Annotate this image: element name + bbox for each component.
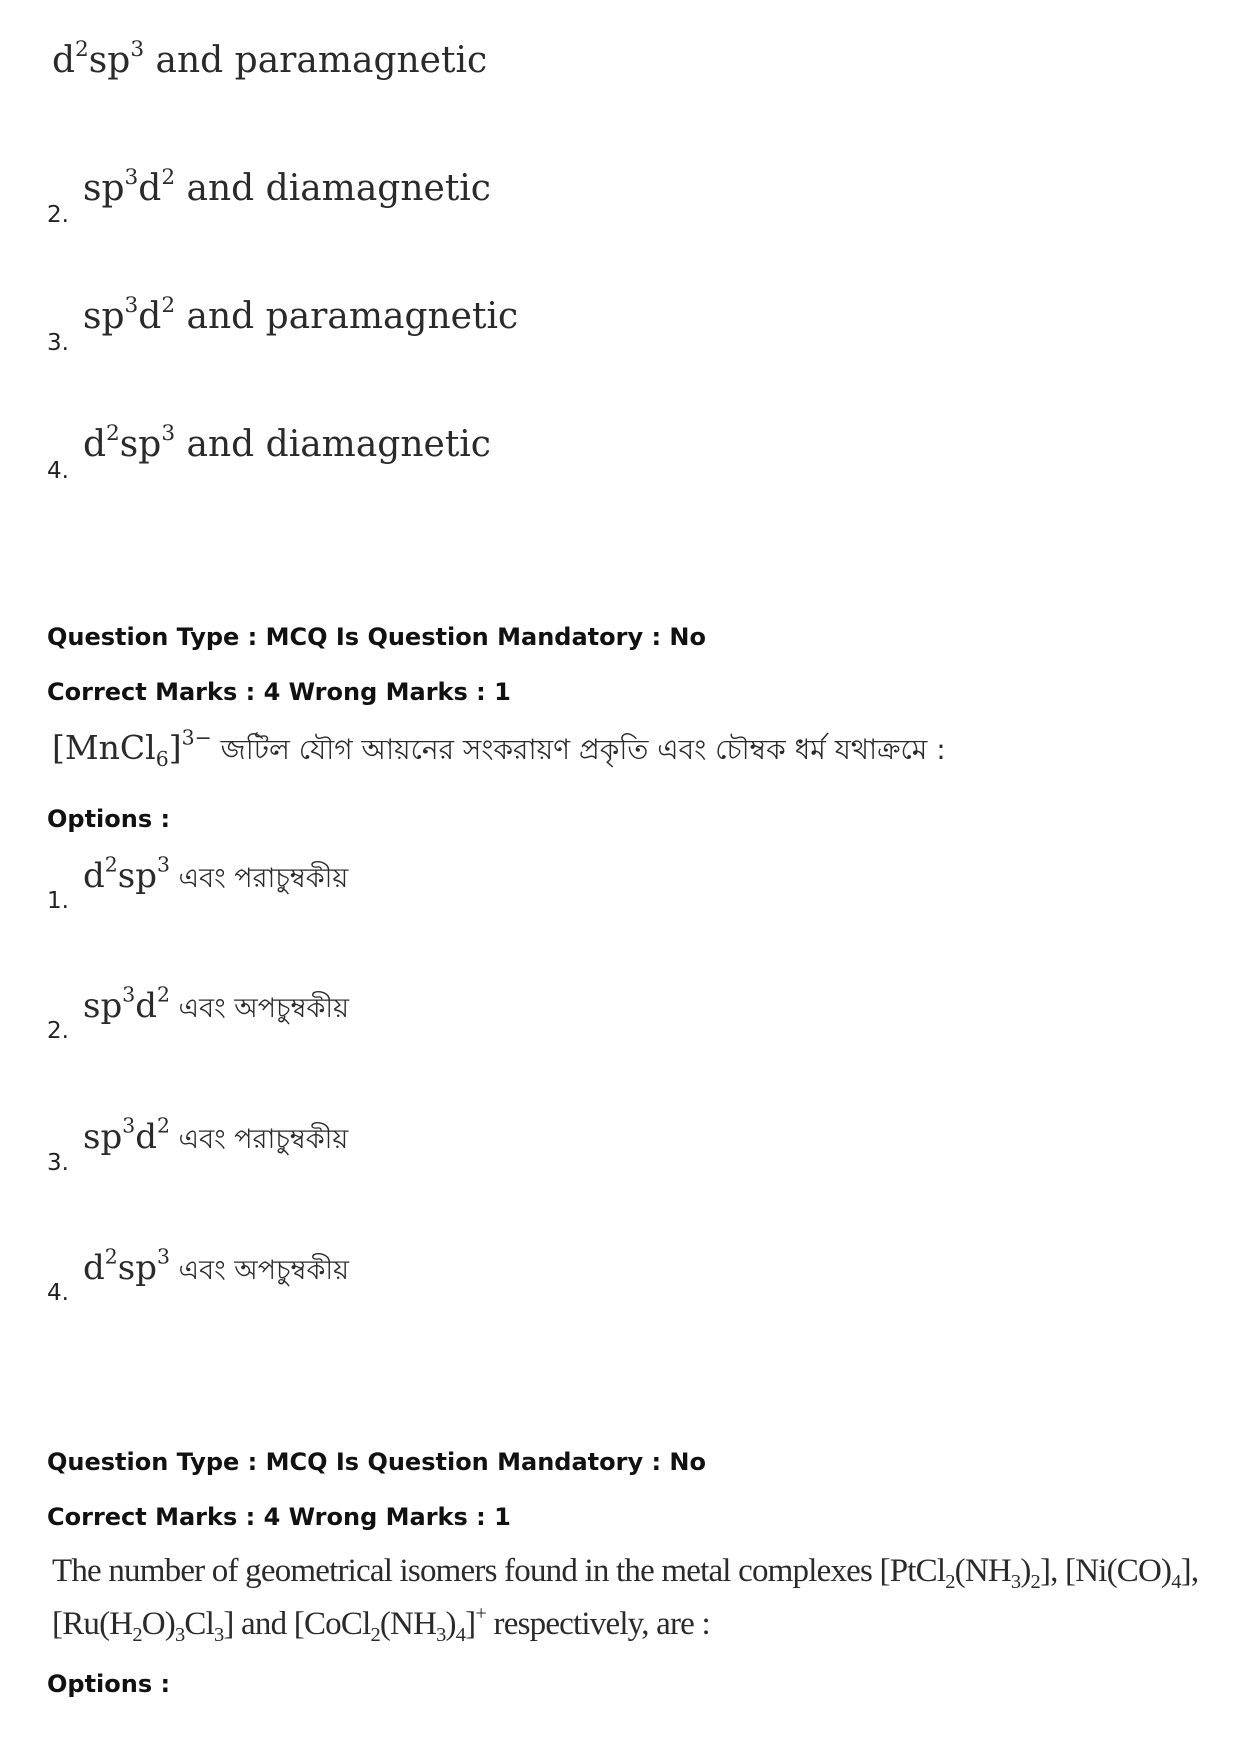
prev-option-4-number: 4. (47, 458, 69, 484)
prev-option-3-number: 3. (47, 330, 69, 356)
prev-option-3: $sp^3d^2$ and paramagnetic (83, 292, 519, 337)
question-text-2-line-1: The number of geometrical isomers found in the metal complexes $[PtCl_2(NH_3)_2]$, $[Ni(CO)_4]$, (52, 1553, 1199, 1594)
question-text-2-line-2: $[Ru(H_2O)_3Cl_3]$ and $[CoCl_2(NH_3)_4]^+$ respectively, are : (52, 1602, 710, 1647)
prev-option-2: $sp^3d^2$ and diamagnetic (83, 164, 491, 209)
option-2-number: 2. (47, 1018, 69, 1044)
option-4-number: 4. (47, 1280, 69, 1306)
options-label-2: Options : (47, 1670, 171, 1698)
marks-line-2: Correct Marks : 4 Wrong Marks : 1 (47, 1503, 511, 1531)
question-type-line: Question Type : MCQ Is Question Mandatory : No (47, 623, 706, 651)
question-text: [MnCl$_6$]$^{3-}$ জটিল যৌগ আয়নের সংকরায়ণ প্রকৃতি এবং চৌম্বক ধর্ম যথাক্রমে : (52, 725, 946, 772)
marks-line: Correct Marks : 4 Wrong Marks : 1 (47, 678, 511, 706)
prev-option-2-number: 2. (47, 202, 69, 228)
prev-option-4: $d^2sp^3$ and diamagnetic (83, 420, 491, 465)
option-2[interactable]: $sp^3d^2$ এবং অপচুম্বকীয় (83, 982, 350, 1026)
option-3-number: 3. (47, 1150, 69, 1176)
option-1[interactable]: $d^2sp^3$ এবং পরাচুম্বকীয় (83, 852, 349, 896)
options-label: Options : (47, 805, 171, 833)
option-4[interactable]: $d^2sp^3$ এবং অপচুম্বকীয় (83, 1244, 350, 1288)
question-type-line-2: Question Type : MCQ Is Question Mandatory : No (47, 1448, 706, 1476)
prev-option-1: $d^2sp^3$ and paramagnetic (52, 36, 488, 81)
option-3[interactable]: $sp^3d^2$ এবং পরাচুম্বকীয় (83, 1113, 349, 1157)
option-1-number: 1. (47, 888, 69, 914)
